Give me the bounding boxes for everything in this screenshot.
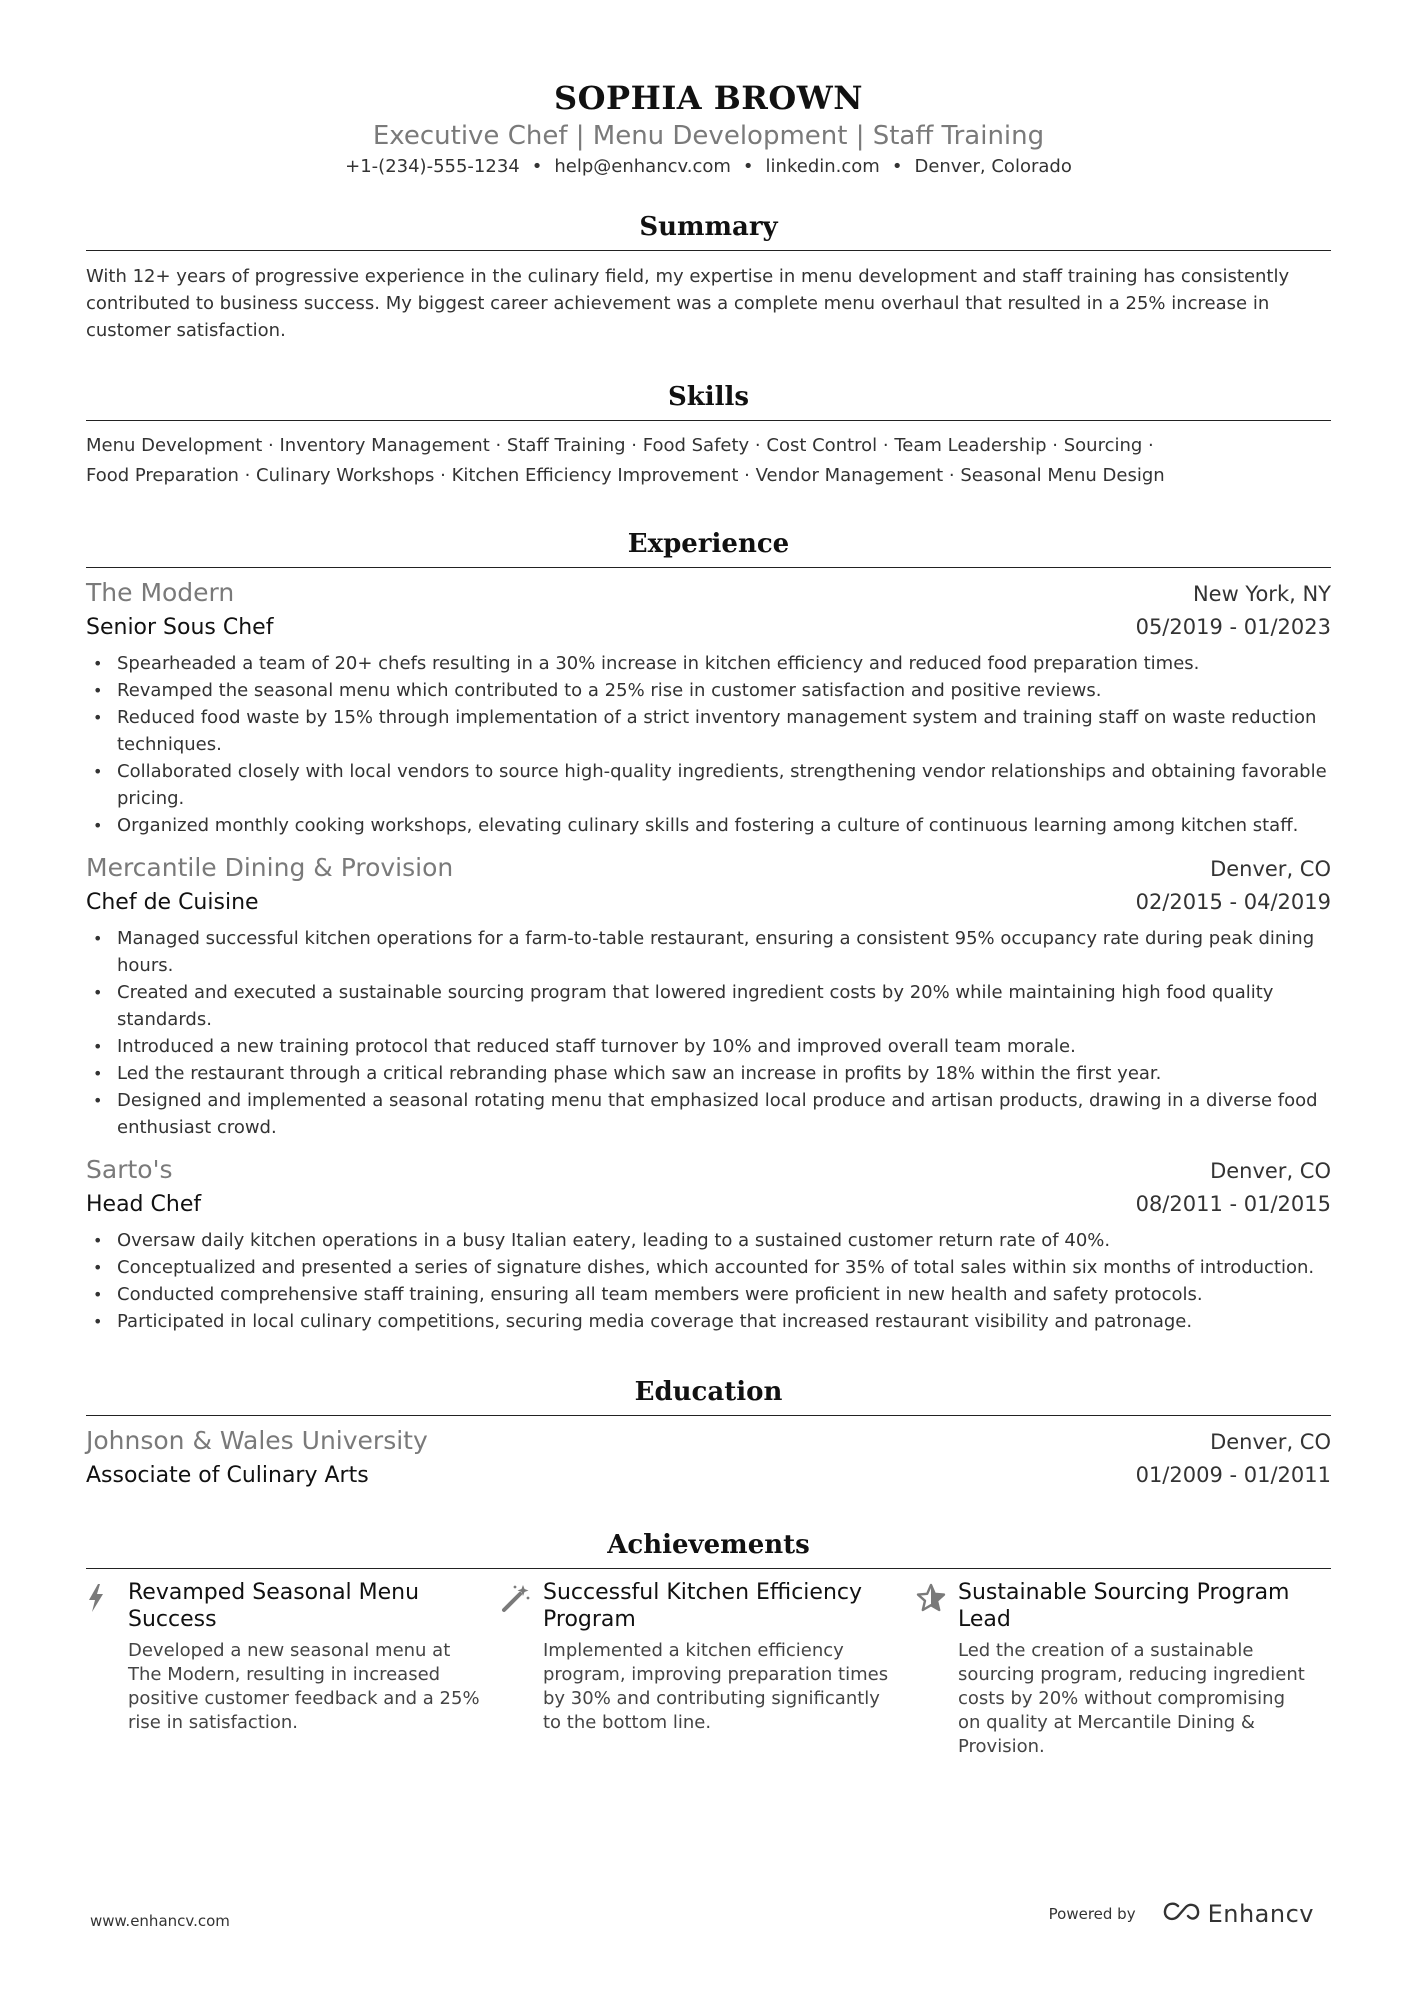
bullet-item: • Spearheaded a team of 20+ chefs resulting in a 30% increase in kitchen efficiency and reduced food preparation times. (86, 650, 1331, 677)
achievements-section (86, 1528, 1331, 1759)
email[interactable]: help@enhancv.com (554, 156, 731, 177)
job-role: Senior Sous Chef (86, 615, 274, 640)
job-dates: 02/2015 - 04/2019 (1135, 890, 1331, 914)
powered-by-label: Powered by (1048, 1905, 1136, 1923)
school-location: Denver, CO (1210, 1430, 1331, 1454)
contact-line (86, 154, 1331, 180)
skills-list (86, 431, 1331, 491)
resume-page (86, 0, 1331, 1759)
school-name: Johnson & Wales University (86, 1426, 428, 1455)
job-bullets (86, 1227, 1331, 1335)
achievement-title: Revamped Seasonal Menu Success (128, 1580, 420, 1632)
achievement-item (501, 1579, 916, 1759)
job-location: New York, NY (1192, 582, 1331, 606)
separator-dot: • (742, 156, 754, 177)
separator-dot: • (531, 156, 543, 177)
bullet-item: • Organized monthly cooking workshops, elevating culinary skills and fostering a culture of continuous learning among kitchen staff. (86, 812, 1331, 839)
star-icon (916, 1579, 958, 1759)
bullet-item: • Participated in local culinary competitions, securing media coverage that increased restaurant visibility and patronage. (86, 1308, 1331, 1335)
bullet-item: • Introduced a new training protocol that reduced staff turnover by 10% and improved overall team morale. (86, 1033, 1331, 1060)
bullet-item: • Collaborated closely with local vendors to source high-quality ingredients, strengthening vendor relationships and obtaining favorable pricing. (86, 758, 1331, 812)
job-dates: 08/2011 - 01/2015 (1135, 1192, 1331, 1216)
bullet-item: • Created and executed a sustainable sourcing program that lowered ingredient costs by 20% while maintaining high food quality standards. (86, 979, 1331, 1033)
divider (86, 567, 1331, 568)
job-entry (86, 576, 1331, 839)
achievement-desc: Implemented a kitchen efficiency program, improving preparation times by 30% and contributing significantly to the bottom line. (543, 1640, 889, 1733)
summary-section (86, 210, 1331, 344)
footer-branding (1049, 1900, 1314, 1928)
section-title-summary: Summary (639, 212, 778, 242)
bullet-item: • Conducted comprehensive staff training, ensuring all team members were proficient in new health and safety protocols. (86, 1281, 1331, 1308)
job-entry (86, 1153, 1331, 1335)
skills-line: Menu Development · Inventory Management · Staff Training · Food Safety · Cost Control · Team Leadership · Sourcing · (86, 435, 1154, 456)
job-location: Denver, CO (1210, 1159, 1331, 1183)
education-entry (86, 1424, 1331, 1492)
bullet-item: • Revamped the seasonal menu which contributed to a 25% rise in customer satisfaction and positive reviews. (86, 677, 1331, 704)
footer-website[interactable]: www.enhancv.com (90, 1912, 230, 1930)
lightning-icon (86, 1579, 128, 1759)
achievement-title: Successful Kitchen Efficiency Program (543, 1580, 862, 1632)
section-title-education: Education (634, 1377, 783, 1407)
section-title-experience: Experience (627, 529, 790, 559)
divider (86, 1568, 1331, 1569)
achievement-item (916, 1579, 1331, 1759)
bullet-item: • Led the restaurant through a critical rebranding phase which saw an increase in profits by 18% within the first year. (86, 1060, 1331, 1087)
location: Denver, Colorado (914, 156, 1072, 177)
bullet-item: • Reduced food waste by 15% through implementation of a strict inventory management system and training staff on waste reduction techniques. (86, 704, 1331, 758)
separator-dot: • (891, 156, 903, 177)
divider (86, 1415, 1331, 1416)
headline: Executive Chef | Menu Development | Staff Training (372, 121, 1045, 151)
divider (86, 420, 1331, 421)
section-title-achievements: Achievements (607, 1530, 810, 1560)
education-section (86, 1375, 1331, 1492)
enhancv-logo-icon (1162, 1901, 1202, 1927)
bullet-item: • Conceptualized and presented a series of signature dishes, which accounted for 35% of total sales within six months of introduction. (86, 1254, 1331, 1281)
company-name: The Modern (86, 578, 235, 607)
brand-name: Enhancv (1207, 1900, 1314, 1928)
skills-line: Food Preparation · Culinary Workshops · Kitchen Efficiency Improvement · Vendor Management · Seasonal Menu Design (86, 465, 1165, 486)
job-bullets (86, 650, 1331, 839)
summary-text: With 12+ years of progressive experience in the culinary field, my expertise in menu development and staff training has consistently contributed to business success. My biggest career achievement was a complete menu overhaul that resulted in a 25% increase in customer satisfaction. (86, 266, 1290, 341)
education-dates: 01/2009 - 01/2011 (1135, 1463, 1331, 1487)
achievement-desc: Developed a new seasonal menu at The Modern, resulting in increased positive customer feedback and a 25% rise in satisfaction. (128, 1640, 480, 1733)
divider (86, 250, 1331, 251)
magic-wand-icon (501, 1579, 543, 1759)
degree: Associate of Culinary Arts (86, 1463, 369, 1488)
company-name: Sarto's (86, 1155, 173, 1184)
job-bullets (86, 925, 1331, 1141)
company-name: Mercantile Dining & Provision (86, 853, 454, 882)
bullet-item: • Oversaw daily kitchen operations in a busy Italian eatery, leading to a sustained customer return rate of 40%. (86, 1227, 1331, 1254)
section-title-skills: Skills (667, 382, 750, 412)
linkedin[interactable]: linkedin.com (765, 156, 880, 177)
job-role: Chef de Cuisine (86, 890, 259, 915)
achievement-desc: Led the creation of a sustainable sourcing program, reducing ingredient costs by 20% without compromising on quality at Mercantile Dining & Provision. (958, 1640, 1305, 1757)
job-entry (86, 851, 1331, 1141)
job-role: Head Chef (86, 1192, 202, 1217)
job-location: Denver, CO (1210, 857, 1331, 881)
achievement-title: Sustainable Sourcing Program Lead (958, 1580, 1290, 1632)
experience-section (86, 527, 1331, 1335)
phone: +1-(234)-555-1234 (345, 156, 520, 177)
bullet-item: • Managed successful kitchen operations for a farm-to-table restaurant, ensuring a consistent 95% occupancy rate during peak dining hours. (86, 925, 1331, 979)
skills-section (86, 380, 1331, 491)
job-dates: 05/2019 - 01/2023 (1135, 615, 1331, 639)
achievement-item (86, 1579, 501, 1759)
bullet-item: • Designed and implemented a seasonal rotating menu that emphasized local produce and artisan products, drawing in a diverse food enthusiast crowd. (86, 1087, 1331, 1141)
candidate-name: SOPHIA BROWN (554, 79, 863, 117)
